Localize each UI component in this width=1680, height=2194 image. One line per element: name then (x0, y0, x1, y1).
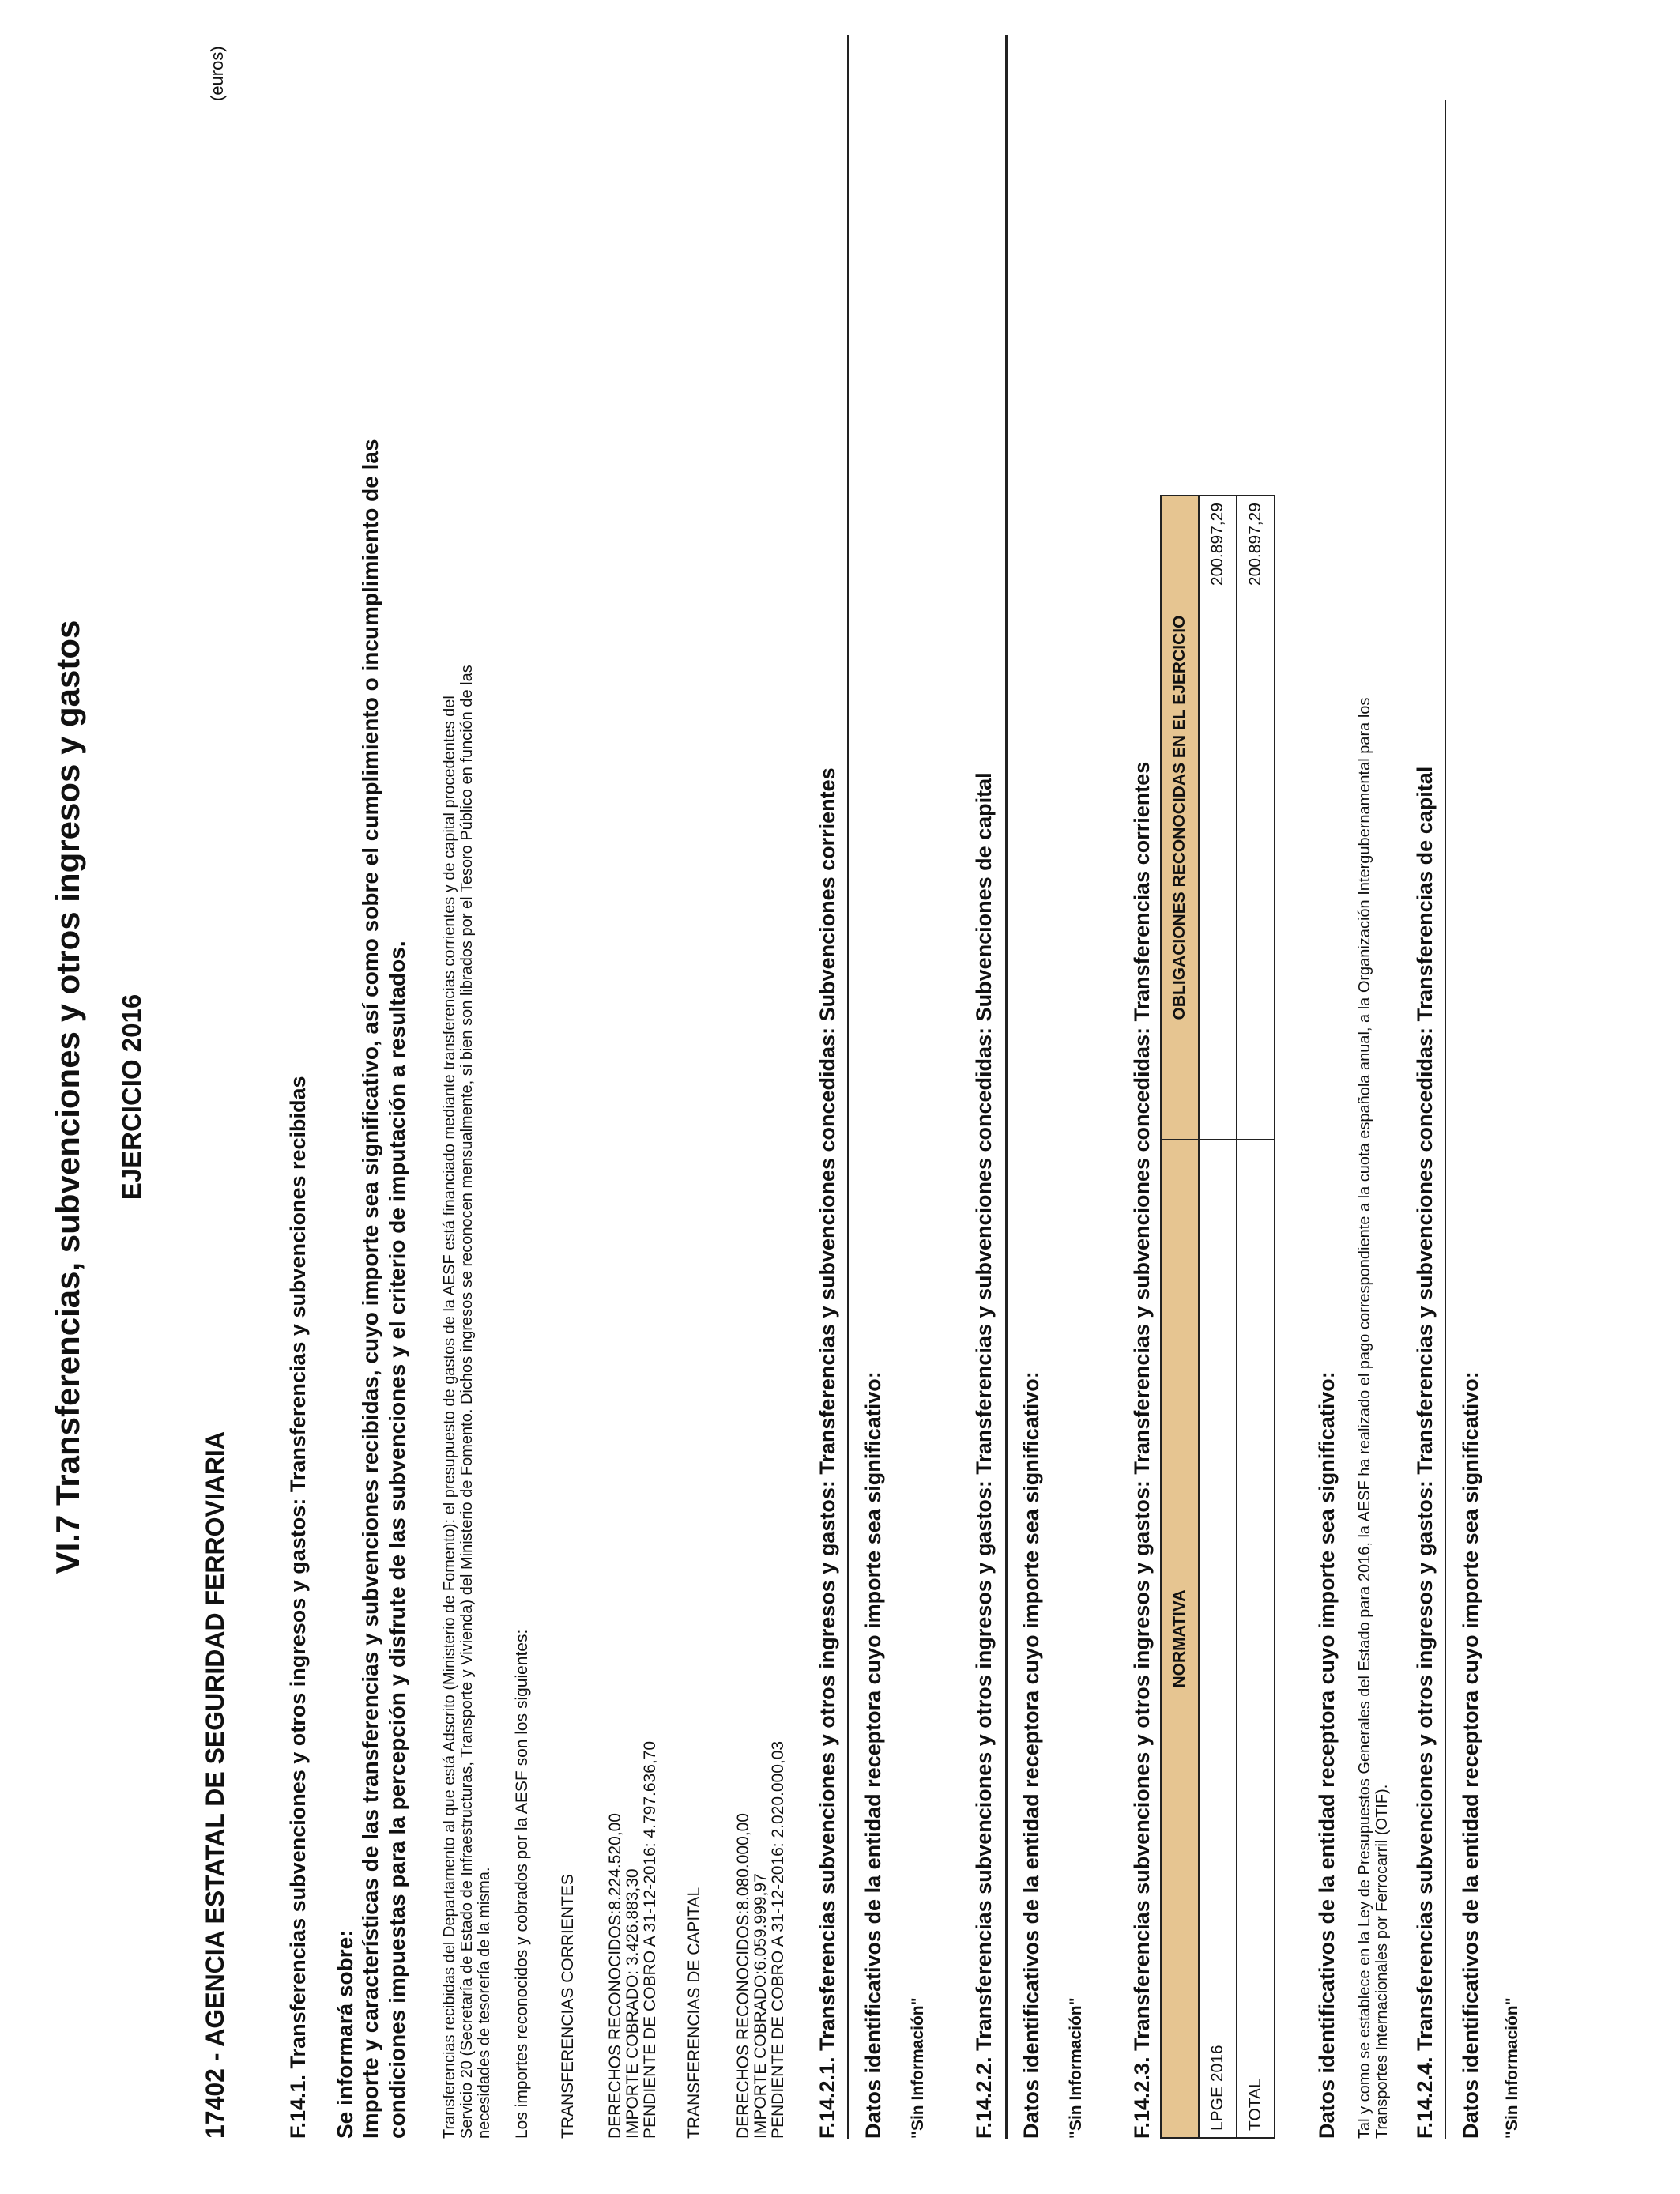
capital-title: TRANSFERENCIAS DE CAPITAL (685, 1887, 703, 2139)
f1423-paragraph-line-1: Tal y como se establece en la Ley de Presupuestos Generales del Estado para 2016, la AESF ha realizado el pago correspondiente a la cuota española anual, a la Organización Intergubernamental para los (1356, 697, 1373, 2139)
table-row (1199, 496, 1237, 2138)
inform-line-2: condiciones impuestas para la percepción y disfrute de las subvenciones y el criterio de imputación a resultados. (385, 941, 409, 2139)
importes-intro: Los importes reconocidos y cobrados por la AESF son los siguientes: (513, 1629, 531, 2139)
f1422-datos-label: Datos identificativos de la entidad receptora cuyo importe sea significativo: (1019, 1371, 1043, 2139)
corrientes-pendiente: PENDIENTE DE COBRO A 31-12-2016: 4.797.636,70 (641, 1740, 659, 2139)
section-f1422-heading: F.14.2.2. Transferencias subvenciones y otros ingresos y gastos: Transferencias y subvenciones concedidas: Subvenciones de capital (972, 772, 996, 2139)
corrientes-derechos: DERECHOS RECONOCIDOS:8.224.520,00 (606, 1813, 624, 2139)
units-label: (euros) (207, 46, 227, 101)
normativa-cell: LPGE 2016 (1199, 1140, 1237, 2138)
f1421-datos-label: Datos identificativos de la entidad receptora cuyo importe sea significativo: (861, 1371, 885, 2139)
paragraph-line-1: Transferencias recibidas del Departamento al que está Adscrito (Ministerio de Fomento): el presupuesto de gastos de la AESF está financiado mediante transferencias corrientes y de capital procedentes del (441, 696, 458, 2139)
paragraph-line-2: Servicio 20 (Secretaría de Estado de Infraestructuras, Transporte y Vivienda) del Ministerio de Fomento. Dichos ingresos se reconocen mensualmente, si bien son librados por el Tesoro Público en función de las (458, 665, 476, 2139)
f1424-datos-label: Datos identificativos de la entidad receptora cuyo importe sea significativo: (1459, 1371, 1482, 2139)
f1423-paragraph-line-2: Transportes Internacionales por Ferrocarril (OTIF). (1373, 1784, 1391, 2139)
table-header-row (1161, 496, 1199, 2138)
page-title: VI.7 Transferencias, subvenciones y otros ingresos y gastos (49, 620, 86, 1574)
corrientes-cobrado: IMPORTE COBRADO: 3.426.883,30 (623, 1868, 642, 2139)
capital-pendiente: PENDIENTE DE COBRO A 31-12-2016: 2.020.000,03 (769, 1740, 787, 2139)
inform-title: Se informará sobre: (333, 1929, 357, 2139)
inform-line-1: Importe y características de las transferencias y subvenciones recibidas, cuyo importe sea significativo, así como sobre el cumplimiento o incumplimiento de las (358, 439, 382, 2139)
table-row (1237, 496, 1275, 2138)
capital-cobrado: IMPORTE COBRADO:6.059.999,97 (751, 1873, 770, 2139)
column-header-obligaciones: OBLIGACIONES RECONOCIDAS EN EL EJERCICIO (1161, 496, 1199, 1140)
section-f1421-heading: F.14.2.1. Transferencias subvenciones y otros ingresos y gastos: Transferencias y subvenciones concedidas: Subvenciones corrientes (816, 767, 839, 2139)
capital-derechos: DERECHOS RECONOCIDOS:8.080.000,00 (734, 1813, 752, 2139)
divider (847, 35, 849, 2139)
divider (1445, 100, 1446, 2139)
importe-cell: 200.897,29 (1237, 496, 1275, 1140)
f1424-sin-informacion: "Sin Información" (1503, 1997, 1521, 2139)
f1422-sin-informacion: "Sin Información" (1067, 1997, 1085, 2139)
f1423-datos-label: Datos identificativos de la entidad receptora cuyo importe sea significativo: (1315, 1371, 1339, 2139)
obligaciones-table (1160, 495, 1275, 2139)
divider (1005, 35, 1008, 2139)
importe-cell: 200.897,29 (1199, 496, 1237, 1140)
entity-title: 17402 - AGENCIA ESTATAL DE SEGURIDAD FERROVIARIA (201, 1431, 229, 2139)
section-f1423-heading: F.14.2.3. Transferencias subvenciones y otros ingresos y gastos: Transferencias y subvenciones concedidas: Transferencias corrientes (1130, 761, 1154, 2139)
section-f1424-heading: F.14.2.4. Transferencias subvenciones y otros ingresos y gastos: Transferencias y subvenciones concedidas: Transferencias de capital (1413, 766, 1437, 2139)
column-header-normativa: NORMATIVA (1161, 1140, 1199, 2138)
paragraph-line-3: necesidades de tesorería de la misma. (476, 1867, 493, 2139)
f1421-sin-informacion: "Sin Información" (909, 1997, 927, 2139)
section-f141-heading: F.14.1. Transferencias subvenciones y otros ingresos y gastos: Transferencias y subvenciones recibidas (286, 1076, 310, 2139)
corrientes-title: TRANSFERENCIAS CORRIENTES (559, 1874, 577, 2139)
exercise-year: EJERCICIO 2016 (117, 993, 146, 1201)
normativa-cell: TOTAL (1237, 1140, 1275, 2138)
